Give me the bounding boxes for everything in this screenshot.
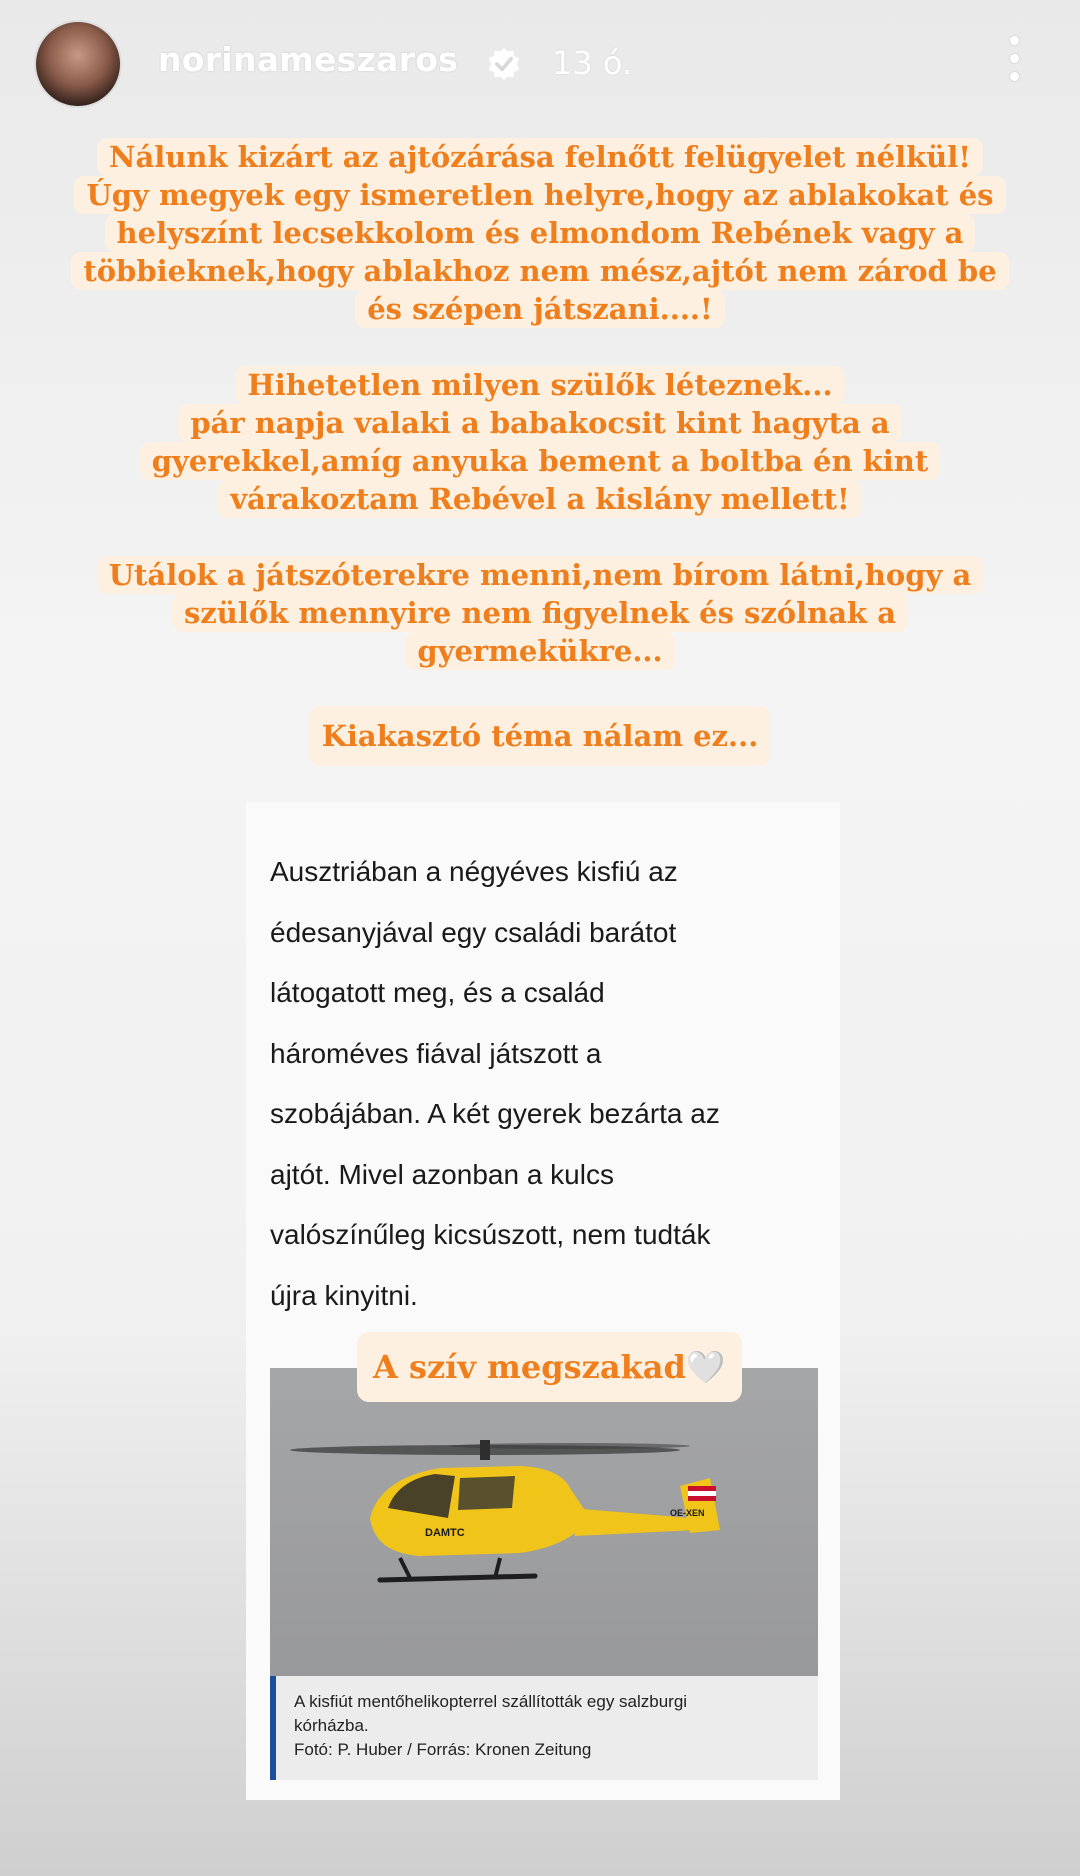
text-line: szülők mennyire nem figyelnek és szólnak a — [172, 594, 908, 632]
text-line: Utálok a játszóterekre menni,nem bírom látni,hogy a — [97, 556, 984, 594]
text-line: Úgy megyek egy ismeretlen helyre,hogy az ablakokat és — [74, 176, 1005, 214]
helicopter-image — [270, 1368, 818, 1676]
article-line: szobájában. A két gyerek bezárta az — [270, 1098, 720, 1129]
text-line: és szépen játszani....! — [355, 290, 725, 328]
username[interactable]: norinameszaros — [158, 40, 459, 79]
caption-text-2: kórházba. — [294, 1716, 369, 1735]
article-line: ajtót. Mivel azonban a kulcs — [270, 1158, 614, 1190]
story-text-paragraph-2 — [0, 366, 1080, 518]
text-line: gyermekükre... — [405, 632, 674, 670]
post-time: 13 ó. — [552, 44, 633, 82]
article-line: valószínűleg kicsúszott, nem tudták — [270, 1219, 711, 1250]
article-line: édesanyjával egy családi barátot — [270, 916, 677, 948]
text-line: pár napja valaki a babakocsit kint hagyta a — [178, 404, 901, 442]
text-line: többieknek,hogy ablakhoz nem mész,ajtót nem zárod be — [71, 252, 1008, 290]
helicopter-label: DAMTC — [425, 1527, 465, 1539]
article-line: látogatott meg, és a család — [270, 977, 605, 1008]
story-text-paragraph-1 — [0, 138, 1080, 328]
text-line: Kiakasztó téma nálam ez... — [310, 706, 771, 766]
text-line: gyerekkel,amíg anyuka bement a boltba én kint — [140, 442, 940, 480]
article-line: Ausztriában a négyéves kisfiú az — [270, 856, 678, 887]
story-text-paragraph-4 — [0, 706, 1080, 753]
story-text-paragraph-3 — [0, 556, 1080, 670]
photo-caption — [270, 1676, 818, 1780]
avatar[interactable] — [34, 20, 122, 108]
text-line: Hihetetlen milyen szülők léteznek... — [235, 366, 844, 404]
heart-sticker-text: A szív megszakad🤍 — [357, 1332, 742, 1402]
article-line: hároméves fiával játszott a — [270, 1037, 602, 1069]
text-line: helyszínt lecsekkolom és elmondom Rebének vagy a — [105, 214, 976, 252]
article-card — [246, 802, 840, 1800]
helicopter-registration: OE-XEN — [670, 1508, 705, 1518]
verified-badge-icon — [486, 46, 522, 82]
more-options-icon[interactable] — [1000, 36, 1028, 90]
article-line: újra kinyitni. — [270, 1279, 418, 1311]
story-header — [0, 0, 1080, 130]
caption-text-1: A kisfiút mentőhelikopterrel szállították egy salzburgi — [294, 1692, 688, 1711]
article-text — [270, 842, 830, 1326]
helicopter-photo — [270, 1368, 818, 1676]
text-line: várakoztam Rebével a kislány mellett! — [218, 480, 862, 518]
text-line: Nálunk kizárt az ajtózárása felnőtt felügyelet nélkül! — [97, 138, 983, 176]
caption-credit: Fotó: P. Huber / Forrás: Kronen Zeitung — [294, 1740, 592, 1759]
